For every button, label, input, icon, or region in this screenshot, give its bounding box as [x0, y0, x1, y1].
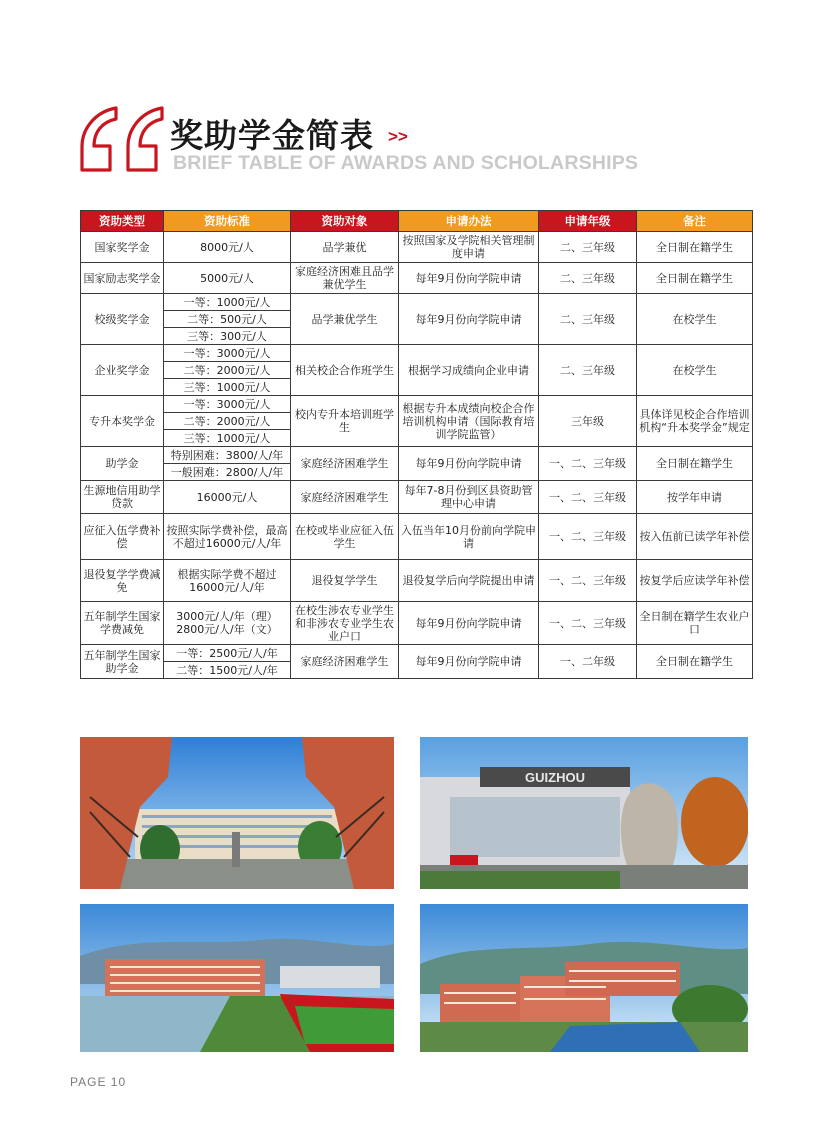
table-row [81, 514, 753, 560]
campus-stairs-photo [80, 737, 394, 889]
cell-grade: 一、二、三年级 [539, 602, 637, 645]
cell-type: 应征入伍学费补偿 [81, 514, 164, 560]
cell-standard: 一等：1000元/人 [164, 294, 291, 311]
cell-type: 国家奖学金 [81, 232, 164, 263]
cell-target: 家庭经济困难且品学兼优学生 [291, 263, 399, 294]
cell-type: 企业奖学金 [81, 345, 164, 396]
table-row [81, 447, 753, 464]
cell-type: 五年制学生国家助学金 [81, 645, 164, 679]
table-row [81, 345, 753, 362]
cell-target: 校内专升本培训班学生 [291, 396, 399, 447]
cell-type: 助学金 [81, 447, 164, 481]
cell-standard: 一般困难：2800/人/年 [164, 464, 291, 481]
cell-note: 全日制在籍学生农业户口 [637, 602, 753, 645]
cell-method: 退役复学后向学院提出申请 [399, 560, 539, 602]
cell-note: 按复学后应读学年补偿 [637, 560, 753, 602]
table-row [81, 602, 753, 645]
cell-note: 具体详见校企合作培训机构“升本奖学金”规定 [637, 396, 753, 447]
column-header-note: 备注 [637, 211, 753, 232]
cell-type: 国家励志奖学金 [81, 263, 164, 294]
cell-note: 在校学生 [637, 294, 753, 345]
cell-note: 按入伍前已读学年补偿 [637, 514, 753, 560]
campus-field-photo [80, 904, 394, 1052]
cell-grade: 一、二年级 [539, 645, 637, 679]
table-row [81, 294, 753, 311]
column-header-standard: 资助标准 [164, 211, 291, 232]
awards-table [80, 210, 753, 679]
cell-method: 按照国家及学院相关管理制度申请 [399, 232, 539, 263]
cell-method: 每年7-8月份到区县资助管理中心申请 [399, 481, 539, 514]
cell-standard: 一等：3000元/人 [164, 396, 291, 413]
cell-grade: 二、三年级 [539, 345, 637, 396]
cell-type: 五年制学生国家学费减免 [81, 602, 164, 645]
cell-note: 全日制在籍学生 [637, 447, 753, 481]
column-header-grade: 申请年级 [539, 211, 637, 232]
table-header-row [81, 211, 753, 232]
cell-standard: 二等：500元/人 [164, 311, 291, 328]
cell-method: 每年9月份向学院申请 [399, 447, 539, 481]
campus-aerial-photo [420, 904, 748, 1052]
cell-method: 根据学习成绩向企业申请 [399, 345, 539, 396]
cell-target: 家庭经济困难学生 [291, 447, 399, 481]
cell-standard: 二等：2000元/人 [164, 413, 291, 430]
cell-grade: 二、三年级 [539, 294, 637, 345]
cell-grade: 一、二、三年级 [539, 447, 637, 481]
cell-target: 家庭经济困难学生 [291, 481, 399, 514]
sign-text: GUIZHOU [525, 770, 585, 785]
cell-target: 品学兼优 [291, 232, 399, 263]
cell-method: 根据专升本成绩向校企合作培训机构申请（国际教育培训学院监管） [399, 396, 539, 447]
cell-target: 家庭经济困难学生 [291, 645, 399, 679]
page-subtitle: BRIEF TABLE OF AWARDS AND SCHOLARSHIPS [173, 152, 639, 174]
column-header-type: 资助类型 [81, 211, 164, 232]
cell-standard: 三等：1000元/人 [164, 379, 291, 396]
cell-method: 每年9月份向学院申请 [399, 263, 539, 294]
cell-standard: 按照实际学费补偿，最高不超过16000元/人/年 [164, 514, 291, 560]
cell-grade: 二、三年级 [539, 232, 637, 263]
cell-grade: 三年级 [539, 396, 637, 447]
cell-standard: 3000元/人/年（理）2800元/人/年（文） [164, 602, 291, 645]
cell-note: 全日制在籍学生 [637, 645, 753, 679]
cell-standard: 特别困难：3800/人/年 [164, 447, 291, 464]
cell-standard: 三等：1000元/人 [164, 430, 291, 447]
cell-type: 生源地信用助学贷款 [81, 481, 164, 514]
cell-note: 全日制在籍学生 [637, 263, 753, 294]
cell-standard: 三等：300元/人 [164, 328, 291, 345]
cell-standard: 5000元/人 [164, 263, 291, 294]
table-row [81, 396, 753, 413]
column-header-method: 申请办法 [399, 211, 539, 232]
cell-grade: 一、二、三年级 [539, 514, 637, 560]
cell-standard: 一等：3000元/人 [164, 345, 291, 362]
cell-note: 在校学生 [637, 345, 753, 396]
cell-type: 专升本奖学金 [81, 396, 164, 447]
cell-grade: 一、二、三年级 [539, 481, 637, 514]
table-row [81, 481, 753, 514]
table-row [81, 645, 753, 662]
cell-method: 每年9月份向学院申请 [399, 602, 539, 645]
cell-target: 在校或毕业应征入伍学生 [291, 514, 399, 560]
campus-gate-photo [420, 737, 748, 889]
cell-note: 全日制在籍学生 [637, 232, 753, 263]
title-arrows-icon: >> [388, 127, 408, 146]
cell-method: 每年9月份向学院申请 [399, 645, 539, 679]
cell-method: 入伍当年10月份前向学院申请 [399, 514, 539, 560]
table-row [81, 560, 753, 602]
cell-target: 在校生涉农专业学生和非涉农专业学生农业户口 [291, 602, 399, 645]
cell-note: 按学年申请 [637, 481, 753, 514]
cell-type: 退役复学学费减免 [81, 560, 164, 602]
cell-target: 品学兼优学生 [291, 294, 399, 345]
table-row [81, 263, 753, 294]
cell-target: 相关校企合作班学生 [291, 345, 399, 396]
cell-grade: 二、三年级 [539, 263, 637, 294]
page-number: PAGE 10 [70, 1075, 127, 1089]
table-row [81, 232, 753, 263]
cell-standard: 根据实际学费不超过16000元/人/年 [164, 560, 291, 602]
quote-mark-icon [76, 102, 168, 176]
cell-method: 每年9月份向学院申请 [399, 294, 539, 345]
cell-target: 退役复学学生 [291, 560, 399, 602]
cell-standard: 二等：1500元/人/年 [164, 662, 291, 679]
cell-standard: 二等：2000元/人 [164, 362, 291, 379]
page-title: 奖助学金简表 [170, 116, 374, 155]
column-header-target: 资助对象 [291, 211, 399, 232]
cell-type: 校级奖学金 [81, 294, 164, 345]
cell-standard: 8000元/人 [164, 232, 291, 263]
cell-standard: 一等：2500元/人/年 [164, 645, 291, 662]
cell-standard: 16000元/人 [164, 481, 291, 514]
cell-grade: 一、二、三年级 [539, 560, 637, 602]
